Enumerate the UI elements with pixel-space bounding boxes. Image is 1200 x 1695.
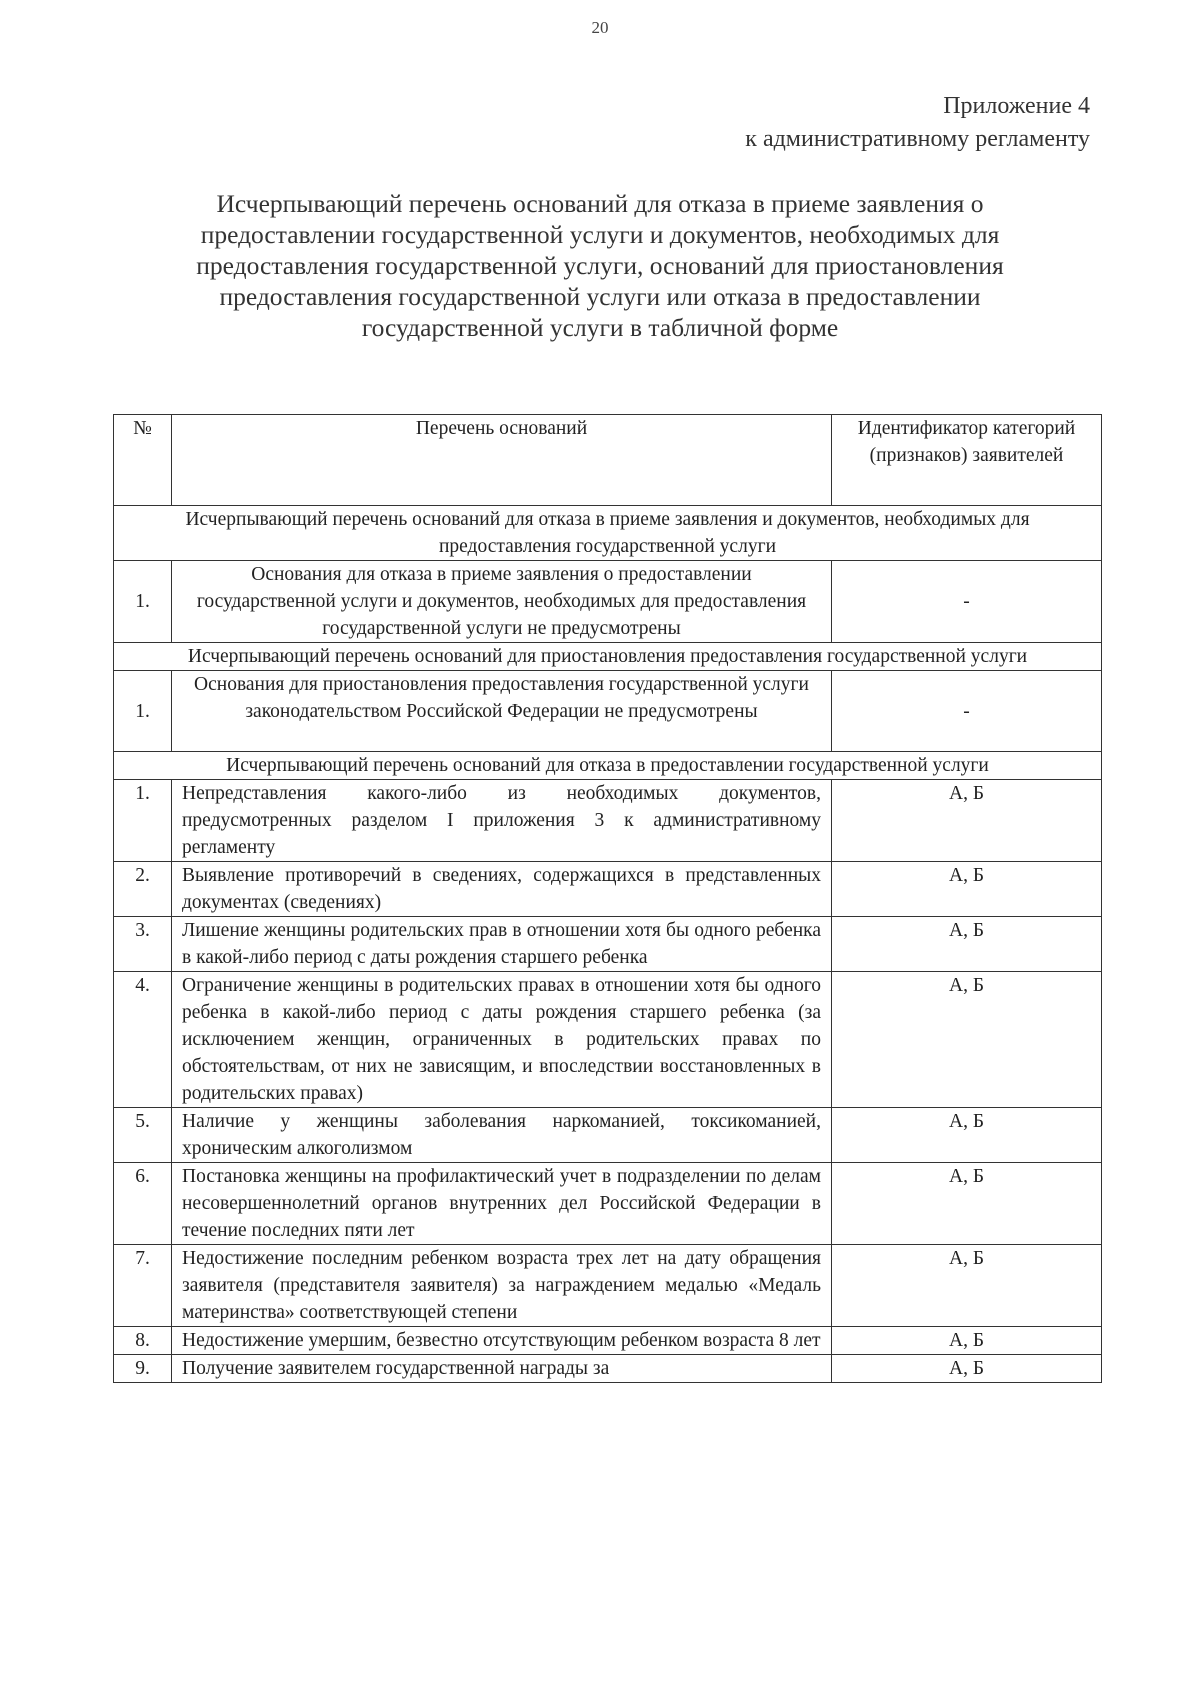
row-number: 8.	[114, 1327, 172, 1355]
table-row	[114, 917, 1102, 972]
row-number: 4.	[114, 972, 172, 1108]
section-title-acceptance: Исчерпывающий перечень оснований для отказа в приеме заявления и документов, необходимых для предоставления государственной услуги	[114, 506, 1102, 561]
table-header-row	[114, 415, 1102, 506]
section-row	[114, 752, 1102, 780]
row-text: Наличие у женщины заболевания наркоманией, токсикоманией, хроническим алкоголизмом	[172, 1108, 832, 1163]
row-category: -	[832, 671, 1102, 752]
row-number: 5.	[114, 1108, 172, 1163]
row-text: Постановка женщины на профилактический учет в подразделении по делам несовершеннолетний органов внутренних дел Российской Федерации в течение последних пяти лет	[172, 1163, 832, 1245]
row-category: -	[832, 561, 1102, 643]
section-row	[114, 506, 1102, 561]
row-category: А, Б	[832, 1327, 1102, 1355]
row-category: А, Б	[832, 917, 1102, 972]
table-row	[114, 671, 1102, 752]
row-number: 1.	[114, 780, 172, 862]
header-number: №	[114, 415, 172, 506]
section-title-refusal: Исчерпывающий перечень оснований для отказа в предоставлении государственной услуги	[114, 752, 1102, 780]
row-category: А, Б	[832, 1108, 1102, 1163]
section-title-suspension: Исчерпывающий перечень оснований для приостановления предоставления государственной услуги	[114, 643, 1102, 671]
row-category: А, Б	[832, 780, 1102, 862]
table-row	[114, 1355, 1102, 1383]
table-row	[114, 780, 1102, 862]
row-category: А, Б	[832, 1163, 1102, 1245]
row-number: 2.	[114, 862, 172, 917]
row-number: 9.	[114, 1355, 172, 1383]
table-row	[114, 561, 1102, 643]
row-text: Лишение женщины родительских прав в отношении хотя бы одного ребенка в какой-либо период с даты рождения старшего ребенка	[172, 917, 832, 972]
section-row	[114, 643, 1102, 671]
table-row	[114, 972, 1102, 1108]
grounds-table	[113, 414, 1102, 1383]
document-title: Исчерпывающий перечень оснований для отказа в приеме заявления о предоставлении государственной услуги и документов, необходимых для предоставления государственной услуги, оснований для приостановления предоставления государственной услуги или отказа в предоставлении государственной услуги в табличной форме	[196, 189, 1004, 342]
appendix-line-1: Приложение 4	[943, 93, 1090, 119]
row-number: 1.	[114, 671, 172, 752]
row-text: Непредставления какого-либо из необходимых документов, предусмотренных разделом I приложения 3 к административному регламенту	[172, 780, 832, 862]
table-row	[114, 1327, 1102, 1355]
row-text: Недостижение последним ребенком возраста трех лет на дату обращения заявителя (представителя заявителя) за награждением медалью «Медаль материнства» соответствующей степени	[172, 1245, 832, 1327]
row-text: Недостижение умершим, безвестно отсутствующим ребенком возраста 8 лет	[172, 1327, 832, 1355]
table-row	[114, 1163, 1102, 1245]
row-text: Выявление противоречий в сведениях, содержащихся в представленных документах (сведениях)	[172, 862, 832, 917]
header-category: Идентификатор категорий (признаков) заявителей	[832, 415, 1102, 506]
row-text: Основания для приостановления предоставления государственной услуги законодательством Российской Федерации не предусмотрены	[172, 671, 832, 752]
row-number: 6.	[114, 1163, 172, 1245]
appendix-line-2: к административному регламенту	[745, 126, 1090, 152]
row-category: А, Б	[832, 1245, 1102, 1327]
row-text: Ограничение женщины в родительских правах в отношении хотя бы одного ребенка в какой-либо период с даты рождения старшего ребенка (за исключением женщин, ограниченных в родительских правах по обстоятельствам, от них не зависящим, и впоследствии восстановленных в родительских правах)	[172, 972, 832, 1108]
row-category: А, Б	[832, 862, 1102, 917]
table-row	[114, 1108, 1102, 1163]
appendix-reference	[745, 90, 1090, 156]
row-text: Основания для отказа в приеме заявления о предоставлении государственной услуги и документов, необходимых для предоставления государственной услуги не предусмотрены	[172, 561, 832, 643]
header-grounds: Перечень оснований	[172, 415, 832, 506]
row-number: 1.	[114, 561, 172, 643]
table-row	[114, 862, 1102, 917]
row-category: А, Б	[832, 972, 1102, 1108]
row-number: 3.	[114, 917, 172, 972]
row-number: 7.	[114, 1245, 172, 1327]
table-row	[114, 1245, 1102, 1327]
row-category: А, Б	[832, 1355, 1102, 1383]
page-number: 20	[591, 18, 609, 37]
row-text: Получение заявителем государственной награды за	[172, 1355, 832, 1383]
